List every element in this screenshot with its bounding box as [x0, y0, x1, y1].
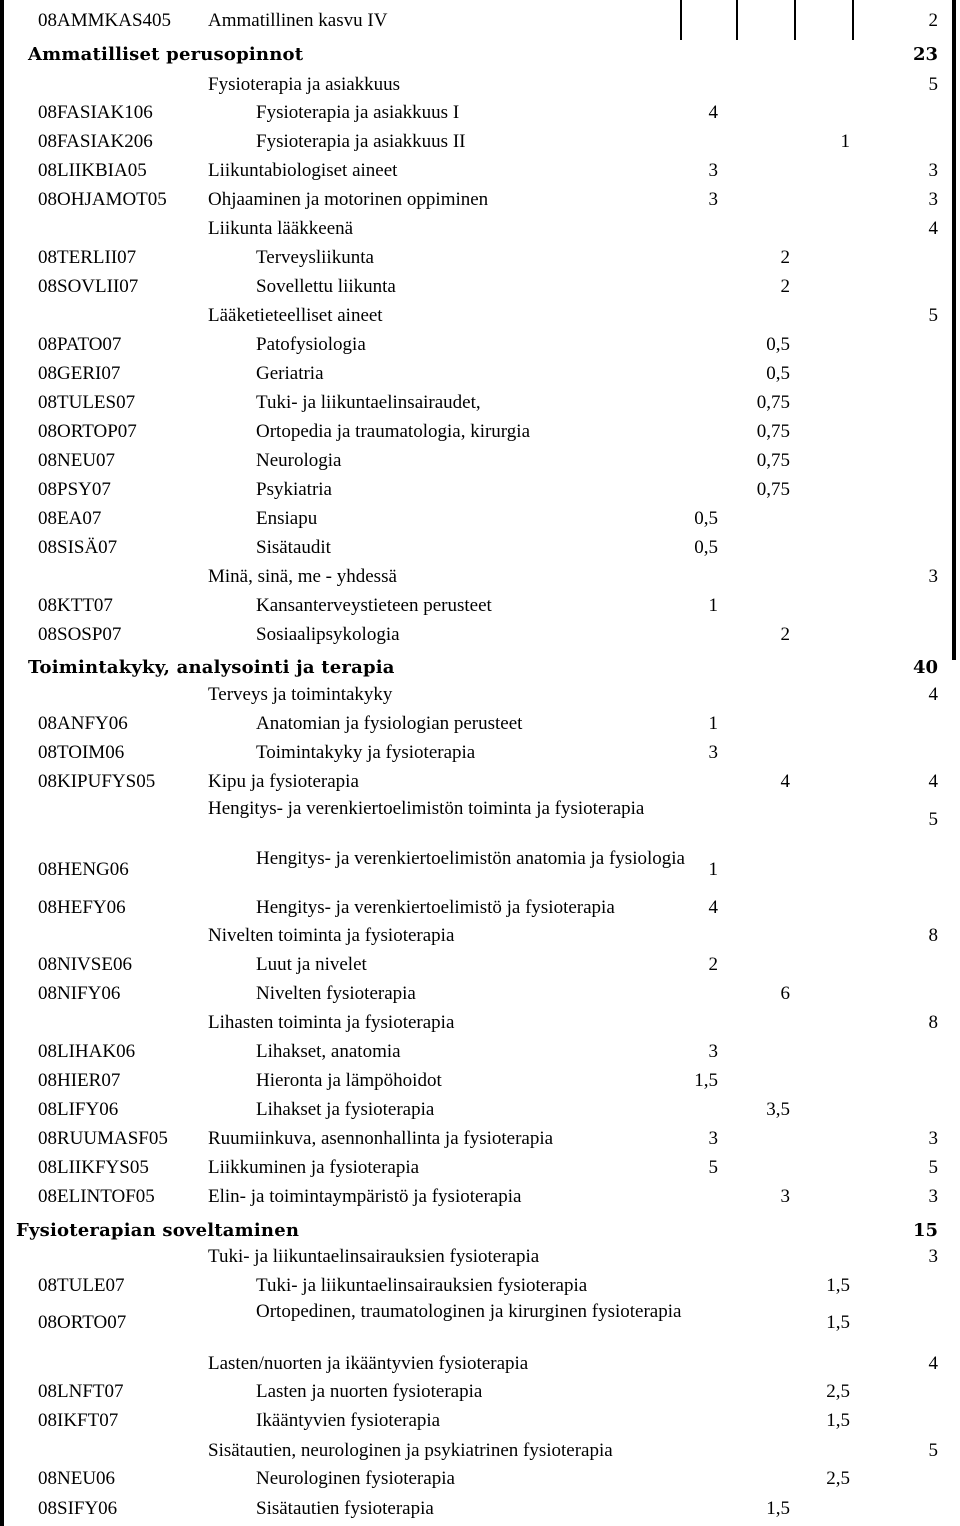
table-row [0, 1464, 960, 1493]
table-row [0, 388, 960, 417]
credits-col-2: 1,5 [766, 1498, 790, 1519]
credits-col-2: 0,75 [756, 421, 790, 442]
course-code: 08RUUMASF05 [38, 1128, 168, 1149]
course-code: 08LIFY06 [38, 1099, 119, 1120]
table-row [0, 846, 960, 896]
table-row [0, 533, 960, 562]
credits-col-2: 3,5 [766, 1099, 790, 1120]
course-code: 08LIIKFYS05 [38, 1157, 149, 1178]
course-name: Neurologia [256, 450, 342, 471]
section-row [0, 40, 960, 69]
group-row [0, 185, 960, 214]
credits-col-2: 2 [780, 624, 790, 645]
course-name: Nivelten toiminta ja fysioterapia [208, 925, 455, 946]
credits-col-3: 2,5 [826, 1468, 850, 1489]
credits-total: 3 [928, 1246, 938, 1267]
credits-col-1: 0,5 [694, 537, 718, 558]
credits-total: 2 [928, 10, 938, 31]
course-name: Hengitys- ja verenkiertoelimistön toiminta ja fysioterapia [208, 798, 645, 819]
credits-col-2: 0,5 [766, 334, 790, 355]
table-row [0, 98, 960, 127]
table-row [0, 979, 960, 1008]
course-name: Hengitys- ja verenkiertoelimistön anatomia ja fysiologia [256, 848, 685, 869]
course-name: Ohjaaminen ja motorinen oppiminen [208, 189, 489, 210]
course-name: Lasten/nuorten ja ikääntyvien fysioterapia [208, 1353, 529, 1374]
credits-col-1: 1,5 [694, 1070, 718, 1091]
course-code: 08LNFT07 [38, 1381, 124, 1402]
credits-col-1: 4 [708, 897, 718, 918]
course-name: Tuki- ja liikuntaelinsairauksien fysioterapia [208, 1246, 540, 1267]
course-name: Sisätautien fysioterapia [256, 1498, 434, 1519]
credits-total: 15 [912, 1220, 938, 1241]
course-name: Liikunta lääkkeenä [208, 218, 354, 239]
course-name: Minä, sinä, me - yhdessä [208, 566, 397, 587]
group-row [0, 1436, 960, 1465]
course-name: Liikuntabiologiset aineet [208, 160, 398, 181]
credits-total: 3 [928, 189, 938, 210]
course-name: Terveysliikunta [256, 247, 374, 268]
table-row [0, 1494, 960, 1523]
group-row [0, 214, 960, 243]
credits-col-1: 1 [708, 859, 718, 880]
course-code: 08IKFT07 [38, 1410, 119, 1431]
group-row [0, 1153, 960, 1182]
group-row [0, 1182, 960, 1211]
course-name: Toimintakyky, analysointi ja terapia [28, 657, 395, 678]
credits-col-3: 1,5 [826, 1312, 850, 1333]
table-row [0, 893, 960, 922]
credits-col-1: 3 [708, 1041, 718, 1062]
table-row [0, 1299, 960, 1349]
credits-total: 8 [928, 1012, 938, 1033]
credits-total: 5 [928, 305, 938, 326]
course-code: 08TOIM06 [38, 742, 125, 763]
credits-total: 8 [928, 925, 938, 946]
course-name: Lihakset ja fysioterapia [256, 1099, 435, 1120]
course-code: 08HEFY06 [38, 897, 126, 918]
credits-total: 3 [928, 1186, 938, 1207]
course-code: 08HIER07 [38, 1070, 121, 1091]
course-code: 08SISÄ07 [38, 537, 118, 558]
table-row [0, 330, 960, 359]
group-row [0, 562, 960, 591]
credits-col-3: 2,5 [826, 1381, 850, 1402]
course-name: Fysioterapia ja asiakkuus I [256, 102, 460, 123]
table-row [0, 6, 960, 35]
course-name: Toimintakyky ja fysioterapia [256, 742, 476, 763]
table-row [0, 950, 960, 979]
course-name: Neurologinen fysioterapia [256, 1468, 455, 1489]
course-code: 08PATO07 [38, 334, 122, 355]
group-row [0, 680, 960, 709]
table-row [0, 591, 960, 620]
credits-col-1: 3 [708, 189, 718, 210]
group-row [0, 796, 960, 846]
course-code: 08FASIAK106 [38, 102, 153, 123]
table-row [0, 1377, 960, 1406]
credits-col-1: 0,5 [694, 508, 718, 529]
credits-total: 5 [928, 809, 938, 830]
credits-total: 5 [928, 1440, 938, 1461]
course-name: Tuki- ja liikuntaelinsairauksien fysioterapia [256, 1275, 588, 1296]
course-code: 08ELINTOF05 [38, 1186, 155, 1207]
credits-col-2: 2 [780, 276, 790, 297]
group-row [0, 70, 960, 99]
course-code: 08HENG06 [38, 859, 129, 880]
course-code: 08ORTOP07 [38, 421, 137, 442]
table-row [0, 1066, 960, 1095]
section-row [0, 653, 960, 682]
course-code: 08TERLII07 [38, 247, 137, 268]
course-name: Patofysiologia [256, 334, 366, 355]
course-code: 08OHJAMOT05 [38, 189, 167, 210]
course-code: 08NIVSE06 [38, 954, 132, 975]
course-code: 08LIHAK06 [38, 1041, 136, 1062]
course-name: Elin- ja toimintaympäristö ja fysioterapia [208, 1186, 522, 1207]
table-row [0, 504, 960, 533]
course-name: Terveys ja toimintakyky [208, 684, 393, 705]
course-name: Nivelten fysioterapia [256, 983, 416, 1004]
table-row [0, 1037, 960, 1066]
course-name: Fysioterapia ja asiakkuus II [256, 131, 466, 152]
credits-total: 5 [928, 1157, 938, 1178]
credits-total: 4 [928, 218, 938, 239]
credits-col-2: 0,75 [756, 392, 790, 413]
course-code: 08SIFY06 [38, 1498, 118, 1519]
course-code: 08NEU07 [38, 450, 116, 471]
credits-col-3: 1 [840, 131, 850, 152]
course-code: 08LIIKBIA05 [38, 160, 147, 181]
table-row [0, 1406, 960, 1435]
credits-col-1: 5 [708, 1157, 718, 1178]
group-row [0, 1008, 960, 1037]
course-name: Ortopedia ja traumatologia, kirurgia [256, 421, 531, 442]
table-row [0, 620, 960, 649]
table-row [0, 1095, 960, 1124]
credits-col-3: 1,5 [826, 1275, 850, 1296]
course-name: Liikkuminen ja fysioterapia [208, 1157, 420, 1178]
credits-col-1: 1 [708, 595, 718, 616]
credits-col-2: 3 [780, 1186, 790, 1207]
course-name: Anatomian ja fysiologian perusteet [256, 713, 523, 734]
credits-col-3: 1,5 [826, 1410, 850, 1431]
group-row [0, 1124, 960, 1153]
course-name: Fysioterapia ja asiakkuus [208, 74, 401, 95]
group-row [0, 1349, 960, 1378]
course-code: 08SOSP07 [38, 624, 122, 645]
course-code: 08NIFY06 [38, 983, 121, 1004]
credits-col-2: 0,5 [766, 363, 790, 384]
credits-total: 4 [928, 684, 938, 705]
course-name: Geriatria [256, 363, 324, 384]
course-name: Luut ja nivelet [256, 954, 367, 975]
credits-total: 4 [928, 1353, 938, 1374]
course-code: 08GERI07 [38, 363, 121, 384]
credits-col-2: 0,75 [756, 479, 790, 500]
course-name: Lääketieteelliset aineet [208, 305, 383, 326]
table-row [0, 272, 960, 301]
course-code: 08AMMKAS405 [38, 10, 172, 31]
course-code: 08TULES07 [38, 392, 136, 413]
course-name: Ortopedinen, traumatologinen ja kirurginen fysioterapia [256, 1301, 682, 1322]
group-row [0, 1242, 960, 1271]
course-code: 08FASIAK206 [38, 131, 153, 152]
course-name: Ammatilliset perusopinnot [28, 44, 304, 65]
credits-total: 3 [928, 160, 938, 181]
course-name: Kansanterveystieteen perusteet [256, 595, 492, 616]
credits-total: 23 [912, 44, 938, 65]
section-row [0, 1216, 960, 1245]
group-row [0, 921, 960, 950]
course-name: Sosiaalipsykologia [256, 624, 400, 645]
course-name: Lihakset, anatomia [256, 1041, 401, 1062]
table-row [0, 709, 960, 738]
course-name: Sisätautien, neurologinen ja psykiatrinen fysioterapia [208, 1440, 613, 1461]
course-name: Ikääntyvien fysioterapia [256, 1410, 441, 1431]
course-name: Lihasten toiminta ja fysioterapia [208, 1012, 455, 1033]
credits-total: 5 [928, 74, 938, 95]
course-name: Lasten ja nuorten fysioterapia [256, 1381, 483, 1402]
course-name: Hieronta ja lämpöhoidot [256, 1070, 442, 1091]
credits-col-1: 3 [708, 1128, 718, 1149]
course-name: Tuki- ja liikuntaelinsairaudet, [256, 392, 481, 413]
course-code: 08PSY07 [38, 479, 111, 500]
table-row [0, 1271, 960, 1300]
group-row [0, 767, 960, 796]
course-code: 08EA07 [38, 508, 102, 529]
credits-total: 3 [928, 1128, 938, 1149]
course-name: Hengitys- ja verenkiertoelimistö ja fysioterapia [256, 897, 615, 918]
table-row [0, 738, 960, 767]
credits-col-1: 2 [708, 954, 718, 975]
table-row [0, 475, 960, 504]
course-name: Sovellettu liikunta [256, 276, 396, 297]
course-name: Kipu ja fysioterapia [208, 771, 359, 792]
table-row [0, 127, 960, 156]
credits-total: 40 [912, 657, 938, 678]
course-name: Sisätaudit [256, 537, 331, 558]
credits-col-2: 6 [780, 983, 790, 1004]
table-row [0, 446, 960, 475]
course-name: Psykiatria [256, 479, 332, 500]
course-code: 08ORTO07 [38, 1312, 127, 1333]
credits-total: 3 [928, 566, 938, 587]
credits-col-2: 0,75 [756, 450, 790, 471]
credits-total: 4 [928, 771, 938, 792]
course-code: 08KTT07 [38, 595, 113, 616]
credits-col-1: 4 [708, 102, 718, 123]
course-code: 08TULE07 [38, 1275, 125, 1296]
group-row [0, 156, 960, 185]
course-name: Ruumiinkuva, asennonhallinta ja fysioterapia [208, 1128, 554, 1149]
table-row [0, 243, 960, 272]
credits-col-1: 3 [708, 742, 718, 763]
credits-col-2: 4 [780, 771, 790, 792]
course-code: 08NEU06 [38, 1468, 116, 1489]
course-name: Ensiapu [256, 508, 318, 529]
table-row [0, 359, 960, 388]
group-row [0, 301, 960, 330]
credits-col-1: 3 [708, 160, 718, 181]
credits-col-1: 1 [708, 713, 718, 734]
credits-col-2: 2 [780, 247, 790, 268]
course-name: Fysioterapian soveltaminen [16, 1220, 300, 1241]
course-code: 08SOVLII07 [38, 276, 139, 297]
course-code: 08ANFY06 [38, 713, 128, 734]
course-code: 08KIPUFYS05 [38, 771, 156, 792]
course-name: Ammatillinen kasvu IV [208, 10, 388, 31]
table-row [0, 417, 960, 446]
